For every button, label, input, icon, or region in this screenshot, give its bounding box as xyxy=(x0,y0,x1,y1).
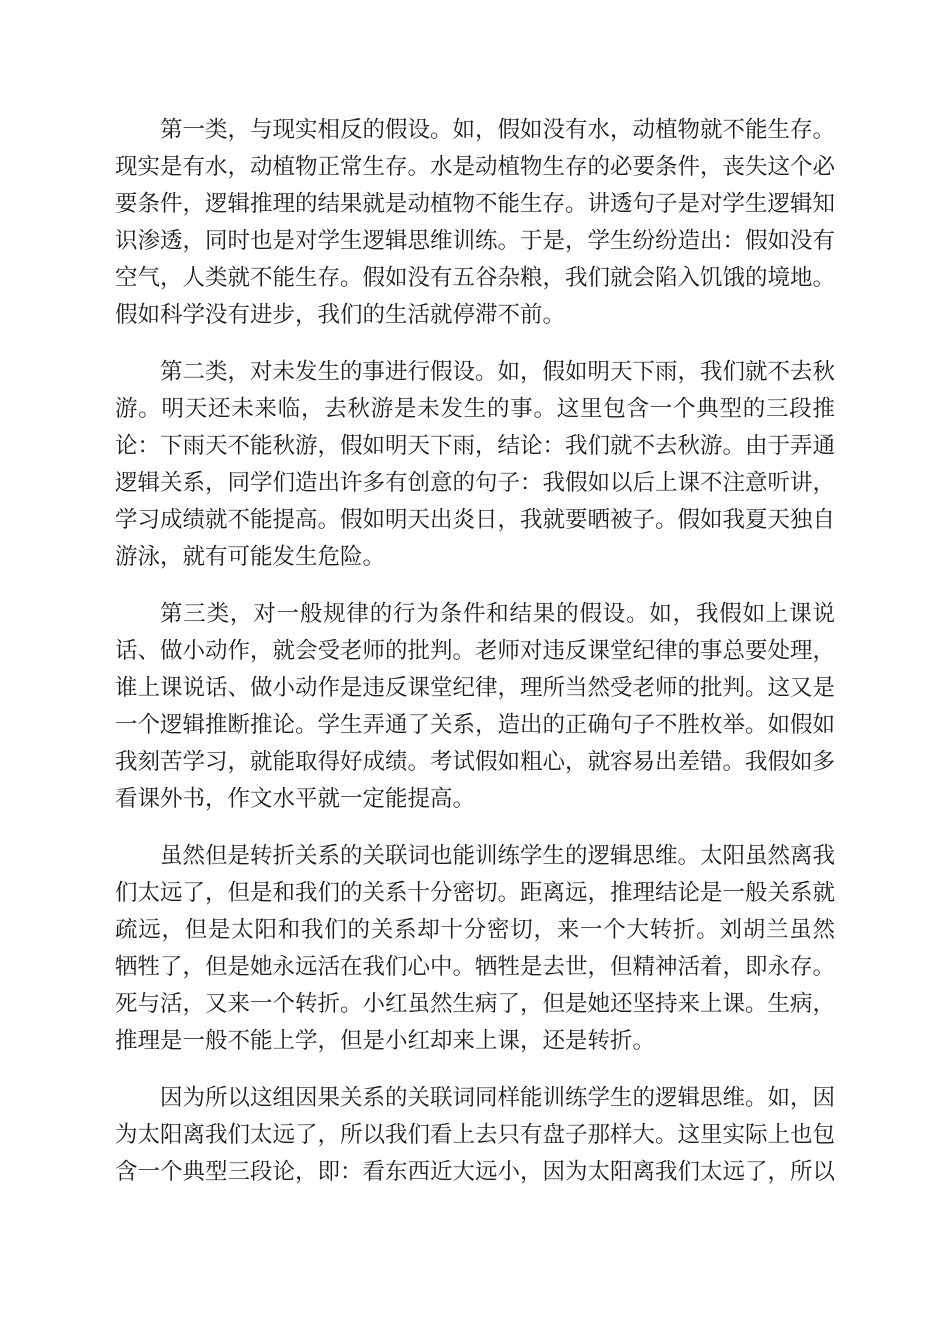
paragraph-line: 一个逻辑推断推论。学生弄通了关系，造出的正确句子不胜枚举。如假如 xyxy=(115,712,836,738)
paragraph-5 xyxy=(115,1080,835,1191)
paragraph-line: 我刻苦学习，就能取得好成绩。考试假如粗心，就容易出差错。我假如多 xyxy=(115,749,836,775)
paragraph-line: 识渗透，同时也是对学生逻辑思维训练。于是，学生纷纷造出：假如没有 xyxy=(115,228,836,254)
paragraph-4 xyxy=(115,838,835,1060)
paragraph-line: 要条件，逻辑推理的结果就是动植物不能生存。讲透句子是对学生逻辑知 xyxy=(115,191,836,217)
paragraph-line: 第一类，与现实相反的假设。如，假如没有水，动植物就不能生存。 xyxy=(160,117,836,143)
paragraph-3 xyxy=(115,596,835,818)
paragraph-line: 游。明天还未来临，去秋游是未发生的事。这里包含一个典型的三段推 xyxy=(115,396,835,422)
paragraph-line: 推理是一般不能上学，但是小红却来上课，还是转折。 xyxy=(115,1028,656,1054)
paragraph-line: 疏远，但是太阳和我们的关系却十分密切，来一个大转折。刘胡兰虽然 xyxy=(115,917,835,943)
paragraph-line: 看课外书，作文水平就一定能提高。 xyxy=(115,786,476,812)
paragraph-line: 游泳，就有可能发生危险。 xyxy=(115,544,386,570)
paragraph-line: 因为所以这组因果关系的关联词同样能训练学生的逻辑思维。如，因 xyxy=(160,1085,836,1111)
paragraph-line: 第二类，对未发生的事进行假设。如，假如明天下雨，我们就不去秋 xyxy=(160,359,836,385)
paragraph-line: 话、做小动作，就会受老师的批判。老师对违反课堂纪律的事总要处理， xyxy=(115,638,836,664)
paragraph-line: 现实是有水，动植物正常生存。水是动植物生存的必要条件，丧失这个必 xyxy=(115,154,836,180)
paragraph-line: 空气，人类就不能生存。假如没有五谷杂粮，我们就会陷入饥饿的境地。 xyxy=(115,265,836,291)
paragraph-line: 逻辑关系，同学们造出许多有创意的句子：我假如以后上课不注意听讲， xyxy=(115,470,836,496)
paragraph-2 xyxy=(115,354,835,576)
paragraph-line: 为太阳离我们太远了，所以我们看上去只有盘子那样大。这里实际上也包 xyxy=(115,1122,836,1148)
paragraph-line: 死与活，又来一个转折。小红虽然生病了，但是她还坚持来上课。生病， xyxy=(115,991,836,1017)
document-body xyxy=(115,112,835,1211)
paragraph-line: 论：下雨天不能秋游，假如明天下雨，结论：我们就不去秋游。由于弄通 xyxy=(115,433,836,459)
paragraph-line: 第三类，对一般规律的行为条件和结果的假设。如，我假如上课说 xyxy=(160,601,835,627)
paragraph-line: 假如科学没有进步，我们的生活就停滞不前。 xyxy=(115,302,566,328)
paragraph-line: 谁上课说话、做小动作是违反课堂纪律，理所当然受老师的批判。这又是 xyxy=(115,675,836,701)
paragraph-line: 牺牲了，但是她永远活在我们心中。牺牲是去世，但精神活着，即永存。 xyxy=(115,954,836,980)
paragraph-1 xyxy=(115,112,835,334)
paragraph-line: 们太远了，但是和我们的关系十分密切。距离远，推理结论是一般关系就 xyxy=(115,880,836,906)
paragraph-line: 学习成绩就不能提高。假如明天出炎日，我就要晒被子。假如我夏天独自 xyxy=(115,507,836,533)
paragraph-line: 含一个典型三段论，即：看东西近大远小，因为太阳离我们太远了，所以 xyxy=(115,1159,836,1185)
paragraph-line: 虽然但是转折关系的关联词也能训练学生的逻辑思维。太阳虽然离我 xyxy=(160,843,836,869)
